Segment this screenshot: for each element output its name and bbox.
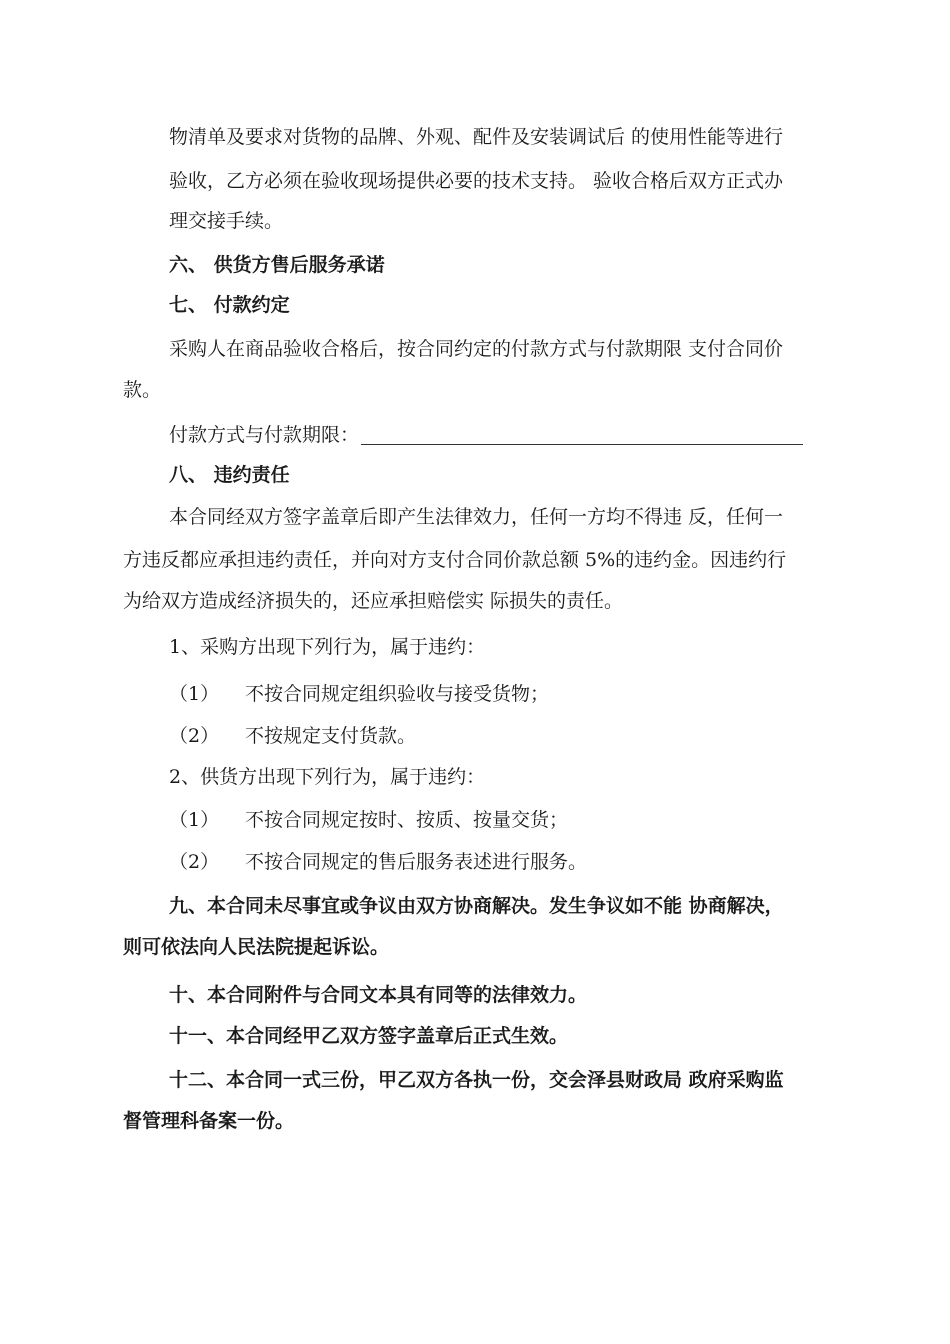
liability-para-line3: 为给双方造成经济损失的，还应承担赔偿实 际损失的责任。 [123,590,624,612]
liability-para-line1: 本合同经双方签字盖章后即产生法律效力，任何一方均不得违 反，任何一 [169,506,784,528]
clause5-line1: 物清单及要求对货物的品牌、外观、配件及安装调试后 的使用性能等进行 [169,126,784,148]
heading-liability: 八、 违约责任 [169,464,290,486]
clause9-line2: 则可依法向人民法院提起诉讼。 [123,936,390,958]
item-number: （1） [169,809,220,831]
payment-para-line2: 款。 [123,379,162,401]
payment-terms-row [169,424,803,445]
buyer-breach-item [169,685,549,704]
clause11: 十一、本合同经甲乙双方签字盖章后正式生效。 [169,1025,569,1047]
item-text: 不按合同规定按时、按质、按量交货； [245,809,569,831]
clause5-line2: 验收，乙方必须在验收现场提供必要的技术支持。 验收合格后双方正式办 [169,170,784,192]
clause12-line1: 十二、本合同一式三份，甲乙双方各执一份，交会泽县财政局 政府采购监 [169,1069,784,1091]
buyer-breach-title: 1、采购方出现下列行为，属于违约： [169,636,486,658]
heading-after-sales: 六、 供货方售后服务承诺 [169,254,385,276]
clause10: 十、本合同附件与合同文本具有同等的法律效力。 [169,984,588,1006]
supplier-breach-title: 2、供货方出现下列行为，属于违约： [169,766,486,788]
liability-para-line2: 方违反都应承担违约责任，并向对方支付合同价款总额 5%的违约金。因违约行 [123,549,787,571]
supplier-breach-item [169,811,568,830]
payment-para-line1: 采购人在商品验收合格后，按合同约定的付款方式与付款期限 支付合同价 [169,338,784,360]
item-number: （2） [169,725,220,747]
clause9-line1: 九、本合同未尽事宜或争议由双方协商解决。发生争议如不能 协商解决， [169,895,784,917]
payment-terms-blank [361,424,803,445]
supplier-breach-item [169,853,587,872]
buyer-breach-item [169,727,416,746]
heading-payment: 七、 付款约定 [169,294,290,316]
clause12-line2: 督管理科备案一份。 [123,1110,295,1132]
item-number: （1） [169,683,220,705]
item-text: 不按规定支付货款。 [245,725,417,747]
item-text: 不按合同规定组织验收与接受货物； [245,683,550,705]
item-text: 不按合同规定的售后服务表述进行服务。 [245,851,588,873]
clause5-line3: 理交接手续。 [169,210,284,232]
item-number: （2） [169,851,220,873]
payment-terms-label: 付款方式与付款期限： [169,424,360,446]
